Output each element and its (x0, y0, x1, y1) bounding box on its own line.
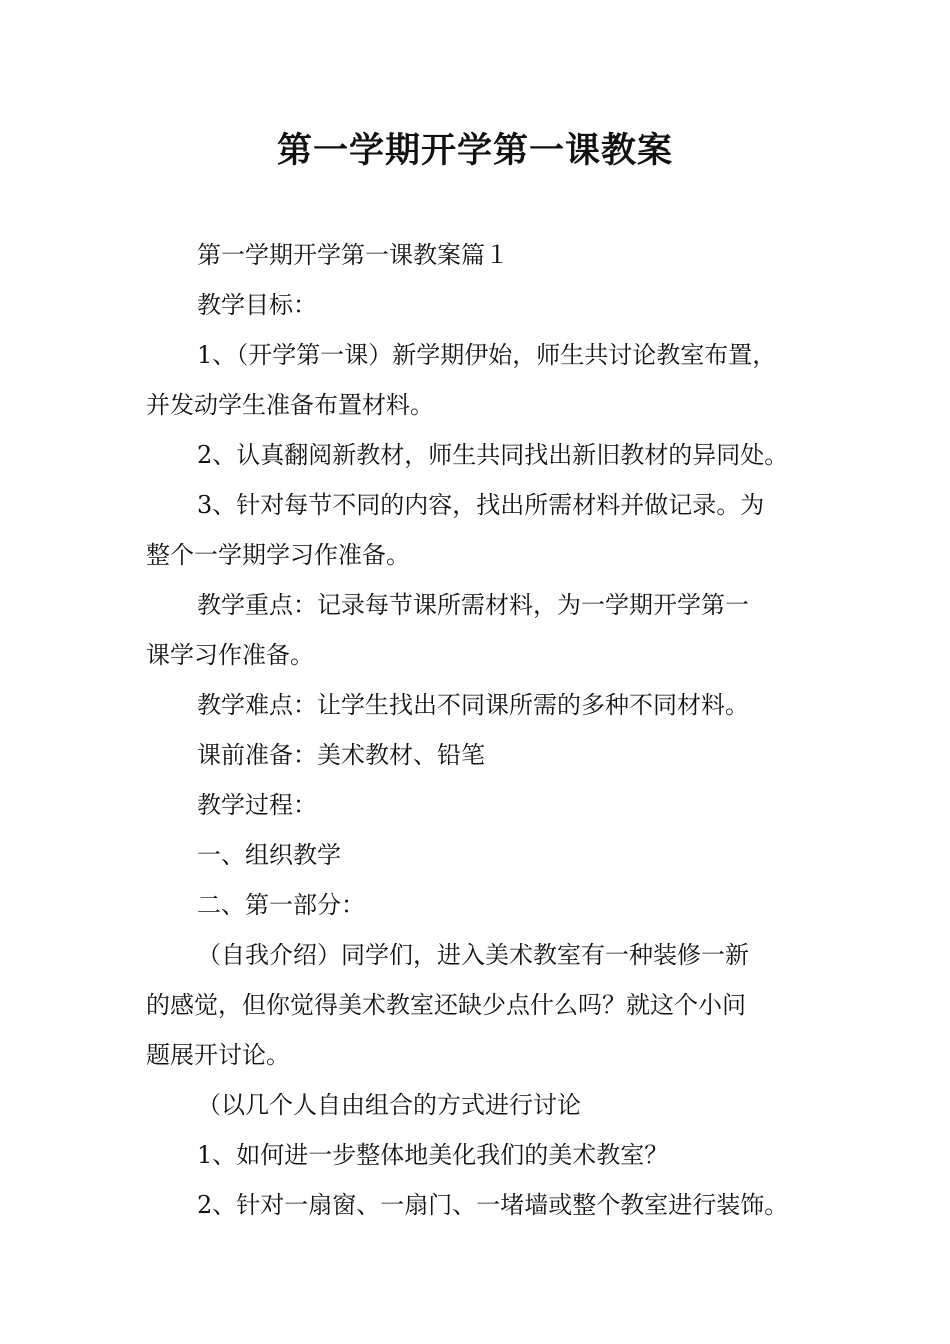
paragraph-line: 教学重点：记录每节课所需材料，为一学期开学第一 (197, 591, 749, 619)
paragraph-line: 1、如何进一步整体地美化我们的美术教室？ (197, 1141, 669, 1169)
paragraph-line: 整个一学期学习作准备。 (146, 541, 410, 569)
paragraph-line: 教学难点：让学生找出不同课所需的多种不同材料。 (197, 691, 749, 719)
paragraph-line: （自我介绍）同学们，进入美术教室有一种装修一新 (197, 941, 749, 969)
paragraph-line: 课前准备：美术教材、铅笔 (197, 741, 485, 769)
paragraph-line: 1、（开学第一课）新学期伊始，师生共讨论教室布置， (197, 341, 777, 369)
paragraph-line: 教学过程： (197, 791, 317, 819)
paragraph-line: （以几个人自由组合的方式进行讨论 (197, 1091, 581, 1119)
document-body (146, 230, 826, 1230)
section-heading: 第一学期开学第一课教案篇１ (197, 241, 509, 269)
paragraph-line: 3、针对每节不同的内容，找出所需材料并做记录。为 (197, 491, 765, 519)
paragraph-line: 教学目标： (197, 291, 317, 319)
paragraph-line: 一、组织教学 (197, 841, 341, 869)
paragraph-line: 课学习作准备。 (146, 641, 314, 669)
document-title: 第一学期开学第一课教案 (276, 131, 673, 171)
paragraph-line: 2、认真翻阅新教材，师生共同找出新旧教材的异同处。 (197, 441, 789, 469)
paragraph-line: 题展开讨论。 (146, 1041, 290, 1069)
paragraph-line: 二、第一部分： (197, 891, 365, 919)
paragraph-line: 2、针对一扇窗、一扇门、一堵墙或整个教室进行装饰。 (197, 1191, 789, 1219)
paragraph-line: 并发动学生准备布置材料。 (146, 391, 434, 419)
paragraph-line: 的感觉，但你觉得美术教室还缺少点什么吗？就这个小问 (146, 991, 746, 1019)
